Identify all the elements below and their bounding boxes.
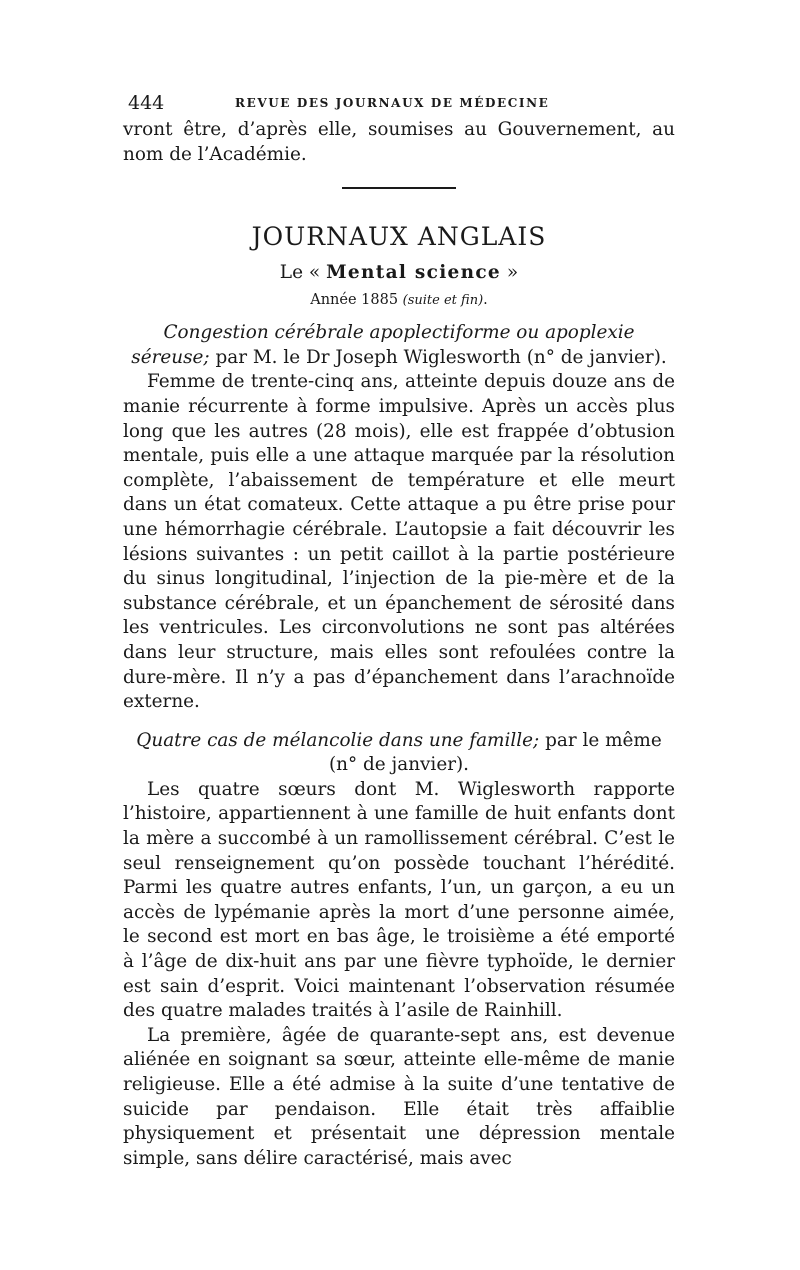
article-title-rest: par le même (n° de janvier). <box>328 729 662 776</box>
article-paragraph: Les quatre sœurs dont M. Wiglesworth rapporte l’histoire, appartiennent à une famille de huit enfants dont la mère a succombé à un ramollissement cérébral. C’est le seul renseignement qu’on possède touchant l’hérédité. Parmi les quatre autres enfants, l’un, un garçon, a eu un accès de lypémanie après la mort d’une personne aimée, le second est mort en bas âge, le troisième a été emporté à l’âge de dix-huit ans par une fièvre typhoïde, le dernier est sain d’esprit. Voici maintenant l’observation résumée des quatre malades traités à l’asile de Rainhill. <box>123 778 675 1022</box>
journal-title <box>123 262 675 283</box>
section-divider <box>342 187 456 189</box>
article-heading-2 <box>123 729 675 778</box>
article-heading-1 <box>123 321 675 370</box>
journal-name: Mental science <box>326 262 501 284</box>
journal-suffix: » <box>501 262 519 284</box>
continuation-paragraph: vront être, d’après elle, soumises au Gouvernement, au nom de l’Académie. <box>123 119 675 165</box>
year-end: . <box>483 292 488 309</box>
running-head <box>123 92 675 118</box>
year-label: Année 1885 <box>310 292 403 309</box>
page-number: 444 <box>128 92 165 114</box>
journal-prefix: Le « <box>279 262 327 284</box>
article-paragraph: Femme de trente-cinq ans, atteinte depuis douze ans de manie récurrente à forme impulsive. Après un accès plus long que les autres (28 mois), elle est frappée d’obtusion mentale, puis elle a une attaque marquée par la résolution complète, l’abaissement de température et elle meurt dans un état comateux. Cette attaque a pu être prise pour une hémorrhagie cérébrale. L’autopsie a fait découvrir les lésions suivantes : un petit caillot à la partie postérieure du sinus longitudinal, l’injection de la pie-mère et de la substance cérébrale, et un épanchement de sérosité dans les ventricules. Les circonvolutions ne sont pas altérées dans leur structure, mais elles sont refoulées contre la dure-mère. Il n’y a pas d’épanchement dans l’arachnoïde externe. <box>123 371 675 713</box>
article-title-rest: par M. le Dr Joseph Wiglesworth (n° de janvier). <box>209 346 667 368</box>
year-note: (suite et fin) <box>402 293 484 309</box>
article-paragraph: La première, âgée de quarante-sept ans, est devenue aliénée en soignant sa sœur, atteinte elle-même de manie religieuse. Elle a été admise à la suite d’une tentative de suicide par pendaison. Elle était très affaiblie physiquement et présentait une dépression mentale simple, sans délire caractérisé, mais avec <box>123 1024 675 1169</box>
year-line <box>123 292 675 308</box>
running-title: REVUE DES JOURNAUX DE MÉDECINE <box>235 96 550 110</box>
article-title-italic: Quatre cas de mélancolie dans une famille; <box>136 729 540 751</box>
section-title: JOURNAUX ANGLAIS <box>251 222 547 252</box>
article-title-italic: Congestion cérébrale apoplectiforme ou apoplexie séreuse; <box>131 322 635 368</box>
page <box>123 92 675 1171</box>
